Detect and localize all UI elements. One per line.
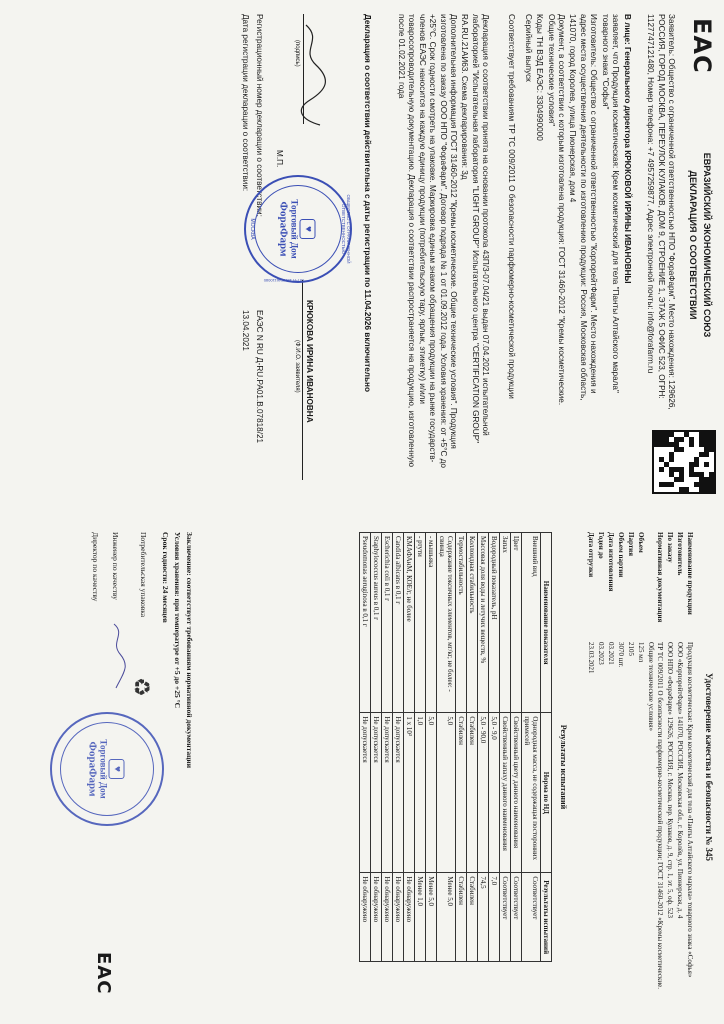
conformity-text: Соответствует требованиям ТР ТС 009/2011 О безопасности парфюмерно-косметической продукции xyxy=(507,14,516,399)
quality-stamp-name: ФораФарм xyxy=(86,741,99,797)
eac-logo: EAC xyxy=(688,18,716,74)
table-row xyxy=(456,533,467,962)
certificate-field-label: Партия xyxy=(627,532,635,557)
table-cell: Не обнаружено xyxy=(382,873,393,962)
qr-module xyxy=(674,487,679,492)
table-cell: 5,0 - 90,0 xyxy=(478,713,489,873)
table-row xyxy=(522,533,541,962)
certificate-field xyxy=(616,532,625,1002)
quality-certificate-page xyxy=(0,512,724,1024)
signer-line xyxy=(302,280,303,480)
table-cell: Не допускается xyxy=(393,713,404,873)
certificate-field-label: Дата отгрузки xyxy=(587,532,595,578)
certificate-field xyxy=(626,532,635,1002)
qr-module xyxy=(689,487,694,492)
certificate-field xyxy=(665,532,674,1002)
stamp-ogrn: ОГРН 1157746110080 xyxy=(263,278,304,283)
table-cell: Стабилен xyxy=(467,873,478,962)
certificate-field xyxy=(646,532,664,1002)
results-title: Результаты испытаний xyxy=(559,724,568,810)
validity-text: Декларация о соответствии действительна с даты регистрации по 11.04.2026 включительно xyxy=(363,14,372,392)
director-text: В лице: Генерального директора КРЮКОВОЙ ИРИНЫ ИВАНОВНЫ xyxy=(623,14,632,284)
qr-module xyxy=(669,487,674,492)
signature-scribble xyxy=(298,20,328,130)
certificate-field-label: Объем партии xyxy=(617,532,625,578)
eac-logo-small: EAC xyxy=(93,952,114,995)
certificate-field xyxy=(675,532,684,1002)
recycle-icon: ♻ xyxy=(129,677,154,697)
certificate-field-label: Наименование продукции xyxy=(686,532,694,615)
table-cell: Водородный показатель, pH xyxy=(489,533,500,713)
table-cell: Staphylococcus aureus в 0,1 г xyxy=(371,533,382,713)
stamp-company: ОБЩЕСТВО С ОГРАНИЧЕННОЙ ОТВЕТСТВЕННОСТЬЮ xyxy=(341,194,351,264)
qr-code xyxy=(652,430,716,494)
table-cell: Candida albicans в 0,1 г xyxy=(393,533,404,713)
table-cell: - ртути xyxy=(415,533,426,713)
table-cell: Массовая доля воды и летучих веществ, % xyxy=(478,533,489,713)
table-cell: Не обнаружено xyxy=(393,873,404,962)
director-label: Директор по качеству xyxy=(91,532,100,602)
table-cell: Стабилен xyxy=(456,873,467,962)
table-cell: Запах xyxy=(500,533,511,713)
product-text: заявляет, что Продукция косметическая: Крем косметический для тела "Панты Алтайского марала" товарного знака "Софья" xyxy=(600,14,620,396)
certificate-field-value: ООО НПО «ФораФарм» 129626, РОССИЯ, г. Москва, пер. Кулаков, д. 9, стр. 1, эт. 5, оф. 523 xyxy=(666,642,674,919)
qr-module xyxy=(654,487,659,492)
table-cell: 5,0 xyxy=(437,713,456,873)
col-result: Результаты испытаний xyxy=(541,873,552,962)
certificate-field-label: Изготовитель xyxy=(676,532,684,576)
certificate-field-label: Объем xyxy=(637,532,645,553)
table-cell: Стабилен xyxy=(456,713,467,873)
basis-text: Декларация о соответствии принята на основании протокола 43П/3-07.04/21 выдан 07.04.2021 испытательной лабораторией "Испытательная лаборатория "LIGHT GROUP" Испытательного центра "CERTIFICATION GROUP" RA.RU.21AИ63. Схема декларирования: 3д xyxy=(460,14,490,446)
reg-date-label: Дата регистрации декларации о соответствии: xyxy=(241,14,250,192)
table-cell: Escherichia coli в 0,1 г xyxy=(382,533,393,713)
qr-module xyxy=(704,487,709,492)
table-cell: - мышьяка xyxy=(426,533,437,713)
table-cell: Соответствует xyxy=(511,873,522,962)
certificate-field-label: Нормативная документация xyxy=(656,532,664,623)
certificate-field-value: 2105 xyxy=(627,642,635,656)
certificate-field-value: 23.03.2021 xyxy=(587,642,595,674)
table-row xyxy=(437,533,456,962)
table-cell: Коллоидная стабильность xyxy=(467,533,478,713)
company-stamp xyxy=(244,175,352,283)
table-row xyxy=(404,533,415,962)
stamp-brand: Торговый Дом xyxy=(289,199,300,259)
declaration-title: ДЕКЛАРАЦИЯ О СООТВЕТСТВИИ xyxy=(688,170,698,320)
shelf-life-text: Срок годности: 24 месяцев xyxy=(161,532,170,623)
signer-caption: (Ф.И.О. заявителя) xyxy=(294,340,300,393)
table-cell: Содержание токсичных элементов, мг/кг, не более: - свинца xyxy=(437,533,456,713)
tnved-codes: Коды ТН ВЭД ЕАЭС: 3304990000 xyxy=(535,14,544,141)
table-row xyxy=(489,533,500,962)
certificate-field-value: 3070 шт. xyxy=(617,642,625,668)
table-row xyxy=(415,533,426,962)
table-cell: Не обнаружено xyxy=(360,873,371,962)
table-row xyxy=(371,533,382,962)
table-cell: Не обнаружено xyxy=(371,873,382,962)
col-indicator: Наименование показателя xyxy=(541,533,552,713)
qr-module xyxy=(659,487,664,492)
certificate-field xyxy=(596,532,605,1002)
signature-caption: (подпись) xyxy=(294,40,300,67)
certificate-field xyxy=(586,532,595,1002)
table-cell: 1,0 xyxy=(415,713,426,873)
quality-stamp xyxy=(50,712,164,826)
engineer-signature xyxy=(108,622,128,692)
certificate-field xyxy=(636,532,645,1002)
qr-module xyxy=(699,487,704,492)
qr-module xyxy=(694,487,699,492)
mp-label: М.П. xyxy=(275,150,284,168)
table-cell: 7,0 xyxy=(489,873,500,962)
table-cell: Внешний вид xyxy=(522,533,541,713)
applicant-text: Заявитель: Общество с ограниченной ответственностью НПО "ФораФарм". Место нахождения: 129626, РОССИЯ, ГОРОД МОСКВА, ПЕРЕУЛОК КУЛАКОВ, ДОМ 9, СТРОЕНИЕ 1, ЭТАЖ 5 ОФИС 523, ОГРН: 1127747121480, Номер телефона: +7 4957259877, Адрес электронной почты: info@forafarm.ru xyxy=(646,14,676,413)
certificate-fields xyxy=(585,532,694,1002)
reg-number-label: Регистрационный номер декларации о соответствии: xyxy=(255,14,264,217)
certificate-field-label: Годен до xyxy=(597,532,605,559)
certificate-field-value: 125 мл xyxy=(637,642,645,663)
certificate-field-value: 03.2023 xyxy=(597,642,605,665)
table-cell: Менее 5,0 xyxy=(437,873,456,962)
table-cell: Не обнаружено xyxy=(404,873,415,962)
table-row xyxy=(393,533,404,962)
packaging-label: Потребительская упаковка xyxy=(139,532,148,618)
certificate-field-label: По заказу xyxy=(666,532,674,563)
table-cell: 5,0 - 9,0 xyxy=(489,713,500,873)
stamp-name: ФораФарм xyxy=(277,201,290,257)
standard-text: Документ, в соответствии с которым изготовлена продукция: ГОСТ 31460-2012 "Кремы косметические. Общие технические условия" xyxy=(546,14,566,408)
table-row xyxy=(360,533,371,962)
table-row xyxy=(426,533,437,962)
stamp-logo-icon: ♥ xyxy=(300,219,316,239)
conclusion-text: Заключение: соответствует требованиям нормативной документации xyxy=(185,532,194,769)
table-cell: Свойственный цвету данного наименования xyxy=(511,713,522,873)
certificate-title: Удостоверение качества и безопасности № 345 xyxy=(704,672,714,862)
qr-module xyxy=(664,487,669,492)
additional-info: Дополнительная информация ГОСТ 31460-2012 "Кремы косметические. Общие технические условия". Продукция изготовлена по заказу ООО НПО "ФораФарм". Договор подряда № 1 от 01.09.2012 года. Условия хранения: от +5°С до +25°С. Срок годности смотреть на упаковке. Маркировка единым знаком обращения продукции на рынке государств-членов ЕАЭС наносится на каждую единицу продукции (потребительскую тару, ярлык, этикетку) и/или товаросопроводительную документацию. Декларация о соответствии распространяется на продукцию, изготовленную после 01.02.2021 года xyxy=(396,14,458,471)
table-cell: КМАФАнМ, КОЕ/г, не более xyxy=(404,533,415,713)
batch-type: Серийный выпуск xyxy=(524,14,533,82)
table-cell: Соответствует xyxy=(522,873,541,962)
certificate-field-label: Дата изготовления xyxy=(607,532,615,592)
table-cell: Соответствует xyxy=(500,873,511,962)
table-cell: Стабилен xyxy=(467,713,478,873)
col-norm: Норма по НД xyxy=(541,713,552,873)
table-row xyxy=(500,533,511,962)
qr-module xyxy=(709,487,714,492)
table-cell: Менее 5,0 xyxy=(426,873,437,962)
stamp-city: МОСКВА xyxy=(249,218,255,240)
table-cell: Свойственный запаху данного наименования xyxy=(500,713,511,873)
certificate-field xyxy=(606,532,615,1002)
union-title: ЕВРАЗИЙСКИЙ ЭКОНОМИЧЕСКИЙ СОЮЗ xyxy=(702,152,712,338)
results-table xyxy=(359,532,552,962)
reg-number: ЕАЭС N RU Д-RU.РА01.В.07818/21 xyxy=(255,310,264,444)
table-cell: Термостабильность xyxy=(456,533,467,713)
table-cell: 5,0 xyxy=(426,713,437,873)
table-row xyxy=(478,533,489,962)
manufacturer-text: Изготовитель: Общество с ограниченной ответственностью "КорпорейтФарм". Место нахождения и адрес места осуществления деятельности по изготовлению продукции: Россия, Московская область, 141070, город Королев, улица Пионерская, дом 4 xyxy=(568,14,598,403)
certificate-field-value: ООО «КорпорейтФарм» 141070, РОССИЯ, Московская обл., г. Королёв, ул. Пионерская, д. 4 xyxy=(676,642,684,919)
qr-module xyxy=(684,487,689,492)
certificate-field xyxy=(685,532,694,1002)
certificate-field-value: ТР ТС 009/2011 О безопасности парфюмерно-косметической продукции; ГОСТ 31460-2012 «Кремы косметические. Общие технические условия» xyxy=(647,642,664,990)
table-cell: Не допускается xyxy=(360,713,371,873)
table-cell: Не допускается xyxy=(382,713,393,873)
qr-module xyxy=(679,487,684,492)
reg-date: 13.04.2021 xyxy=(241,310,250,351)
table-cell: Цвет xyxy=(511,533,522,713)
table-cell: 1 х 10³ xyxy=(404,713,415,873)
storage-text: Условия хранения: при температуре от +5 до +25 °С xyxy=(173,532,182,708)
table-cell: 74,5 xyxy=(478,873,489,962)
table-cell: Менее 1,0 xyxy=(415,873,426,962)
quality-stamp-logo-icon: ♥ xyxy=(109,759,125,779)
signer-name: КРЮКОВА ИРИНА ИВАНОВНА xyxy=(305,300,314,423)
table-row xyxy=(511,533,522,962)
table-cell: Однородная масса, не содержащая посторонних примесей xyxy=(522,713,541,873)
table-cell: Pseudomonas aeruginosa в 0,1 г xyxy=(360,533,371,713)
quality-stamp-brand: Торговый Дом xyxy=(98,739,109,799)
engineer-label: Инженер по качеству xyxy=(111,532,120,600)
certificate-field-value: 03.2021 xyxy=(607,642,615,665)
certificate-field-value: Продукция косметическая: Крем косметический для тела «Панты Алтайского марала» товарного знака «Софья» xyxy=(686,642,694,978)
table-row xyxy=(467,533,478,962)
table-cell: Не допускается xyxy=(371,713,382,873)
table-row xyxy=(382,533,393,962)
